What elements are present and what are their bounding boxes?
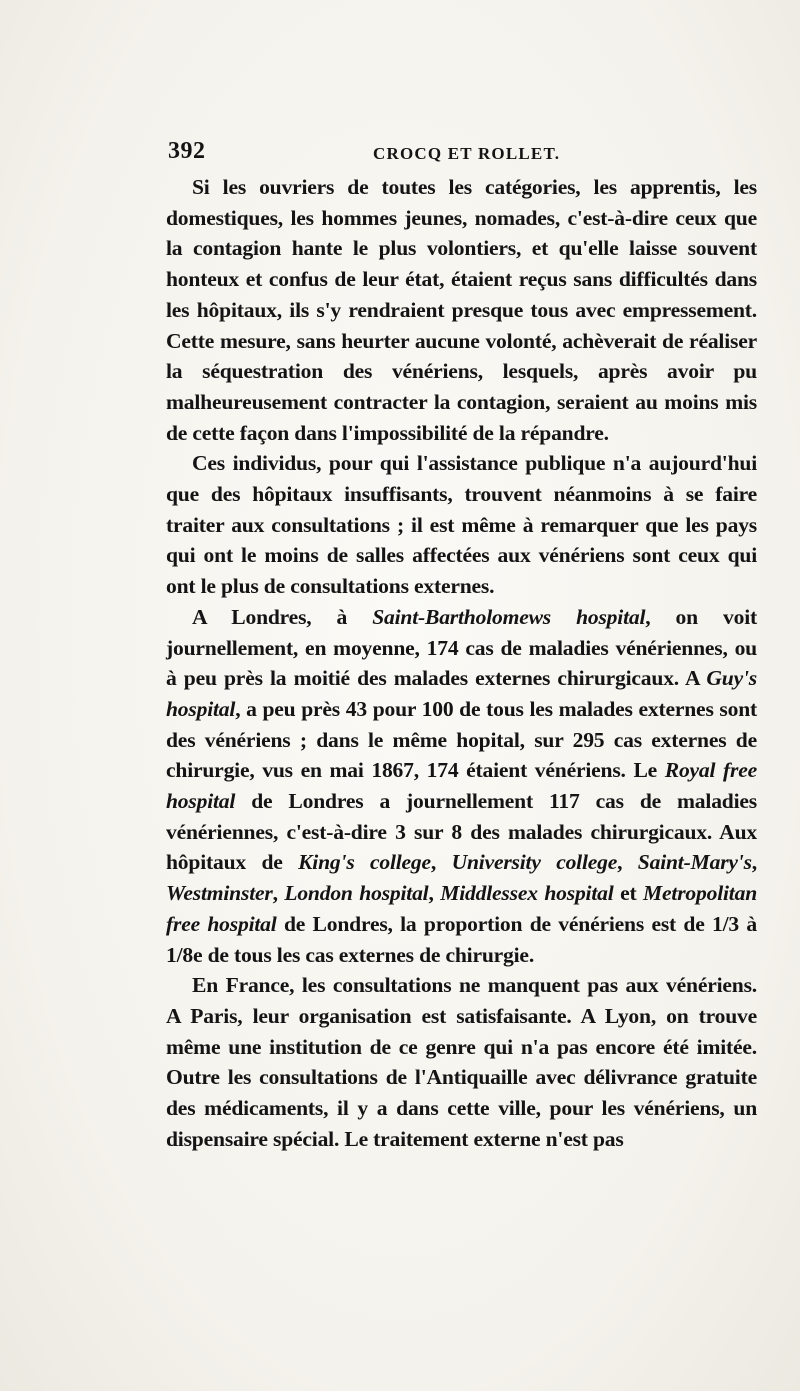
- paragraph-3-text: ,: [428, 881, 441, 906]
- paragraph-3-text: et: [613, 881, 644, 906]
- page-header: [168, 138, 758, 168]
- paragraph-3-text: ,: [272, 881, 285, 906]
- paragraph-3-text: ,: [751, 850, 757, 875]
- paragraph-3-text: , a peu près 43 pour 100 de tous les malades externes sont des vénériens ; dans le même hopital, sur 295 cas externes de chirurgie, vus en mai 1867, 174 étaient vénériens. Le: [166, 696, 757, 783]
- paragraph-4: En France, les consultations ne manquent pas aux vénériens. A Paris, leur organisation est satisfaisante. A Lyon, on trouve même une institution de ce genre qui n'a pas encore été imitée. Outre les consultations de l'Antiquaille avec délivrance gratuite des médicaments, il y a dans cette ville, pour les vénériens, un dispensaire spécial. Le traitement externe n'est pas: [166, 973, 757, 1151]
- hospital-name: Westminster: [166, 881, 273, 906]
- hospital-name: Guy's hospital: [166, 666, 757, 721]
- hospital-name: Royal free hospital: [166, 758, 757, 814]
- hospital-name: King's college: [298, 850, 431, 875]
- paragraph-2: Ces individus, pour qui l'assistance publique n'a aujourd'hui que des hôpitaux insuffisants, trouvent néanmoins à se faire traiter aux consultations ; il est même à remarquer que les pays qui ont le moins de salles affectées aux vénériens sont ceux qui ont le plus de consultations externes.: [166, 451, 757, 599]
- hospital-name: Saint-Mary's: [637, 850, 752, 875]
- hospital-name: Saint-Bartholomews hospital: [372, 604, 646, 629]
- hospital-name: University college: [451, 850, 618, 875]
- body-text: [166, 172, 757, 1155]
- paragraph-3-text: ,: [430, 850, 452, 875]
- paragraph-3-text: ,: [617, 850, 638, 875]
- paragraph-3-text: , on voit journellement, en moyenne, 174 cas de maladies vénériennes, ou à peu près la moitié des malades externes chirurgicaux. A: [166, 604, 758, 691]
- hospital-name: Metropolitan free hospital: [166, 881, 758, 936]
- paragraph-3-text: de Londres a journellement 117 cas de maladies vénériennes, c'est-à-dire 3 sur 8 des malades chirurgicaux. Aux hôpitaux de: [166, 789, 757, 875]
- paragraph-3-text: A Londres, à: [192, 604, 373, 629]
- hospital-name: Middlessex hospital: [440, 881, 614, 906]
- paragraph-3-text: de Londres, la proportion de vénériens est de 1/3 à 1/8e de tous les cas externes de chirurgie.: [166, 911, 757, 967]
- running-head: CROCQ ET ROLLET.: [373, 144, 561, 163]
- paragraph-1: Si les ouvriers de toutes les catégories, les apprentis, les domestiques, les hommes jeunes, nomades, c'est-à-dire ceux que la contagion hante le plus volontiers, et qu'elle laisse souvent honteux et confus de leur état, étaient reçus sans difficultés dans les hôpitaux, ils s'y rendraient presque tous avec empressement. Cette mesure, sans heurter aucune volonté, achèverait de réaliser la séquestration des vénériens, lesquels, après avoir pu malheureusement contracter la contagion, seraient au moins mis de cette façon dans l'impossibilité de la répandre.: [166, 175, 757, 445]
- hospital-name: London hospital: [284, 881, 429, 906]
- page-number: 392: [168, 138, 206, 164]
- paragraph-3: [166, 602, 757, 970]
